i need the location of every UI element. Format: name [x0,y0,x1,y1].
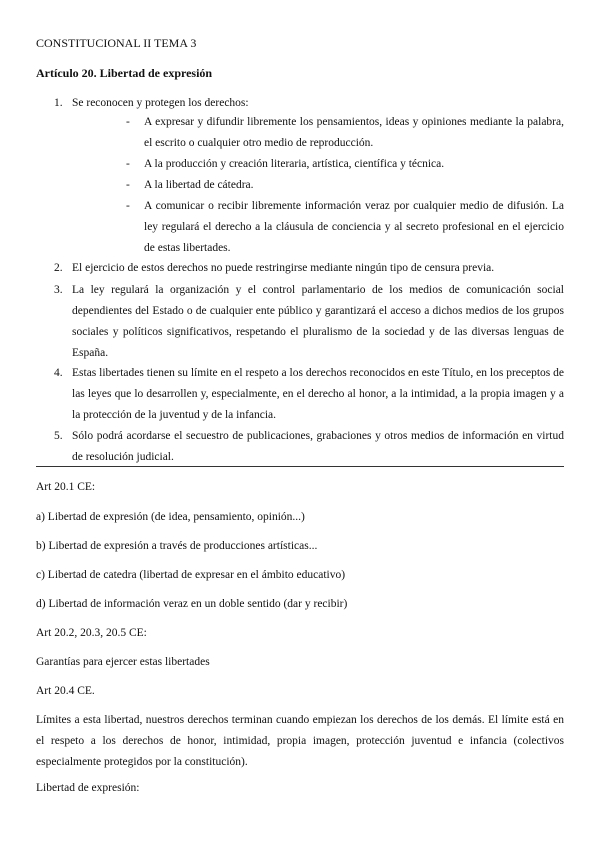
sub-item-3 [126,175,564,196]
list-item-5 [54,426,564,468]
note-item-c: c) Libertad de catedra (libertad de expresar en el ámbito educativo) [36,569,346,581]
list-item-4 [54,363,564,426]
note-item-d: d) Libertad de información veraz en un doble sentido (dar y recibir) [36,598,348,610]
list-item-number: 2. [54,262,63,274]
article-title: Artículo 20. Libertad de expresión [36,66,213,80]
note-freedom-heading: Libertad de expresión: [36,782,140,794]
note-art-20-1: Art 20.1 CE: [36,481,96,493]
sub-item-text: A la libertad de cátedra. [144,179,254,191]
list-item-number: 3. [54,284,63,296]
list-item-1 [54,93,564,114]
list-item-text: El ejercicio de estos derechos no puede restringirse mediante ningún tipo de censura previa. [72,262,495,274]
bullet-dash: - [126,158,130,170]
sub-item-1 [126,112,564,154]
list-item-text: Se reconocen y protegen los derechos: [72,97,249,109]
sub-item-4 [126,196,564,259]
note-item-b: b) Libertad de expresión a través de producciones artísticas... [36,540,318,552]
bullet-dash: - [126,116,130,128]
sub-item-text: A la producción y creación literaria, artística, científica y técnica. [144,158,445,170]
sub-item-text: A expresar y difundir libremente los pensamientos, ideas y opiniones mediante la palabra, el escrito o cualquier otro medio de reproducción. [144,116,564,149]
note-limits-paragraph: Límites a esta libertad, nuestros derechos terminan cuando empiezan los derechos de los demás. El límite está en el respeto a los derechos de honor, intimidad, propia imagen, protección juventud e infancia (colectivos especialmente protegidos por la constitución). [36,714,564,768]
list-item-text: La ley regulará la organización y el control parlamentario de los medios de comunicación social dependientes del Estado o de cualquier ente público y garantizará el acceso a dichos medios de los grupos sociales y políticos significativos, respetando el pluralismo de la sociedad y de las diversas lenguas de España. [72,284,564,359]
bullet-dash: - [126,179,130,191]
list-item-number: 4. [54,367,63,379]
note-guarantees: Garantías para ejercer estas libertades [36,656,210,668]
list-item-3 [54,280,564,364]
bullet-dash: - [126,200,130,212]
list-item-number: 5. [54,430,63,442]
note-art-20-2-3-5: Art 20.2, 20.3, 20.5 CE: [36,627,147,639]
note-art-20-4: Art 20.4 CE. [36,685,95,697]
sub-item-2 [126,154,564,175]
document-header: CONSTITUCIONAL II TEMA 3 [36,36,197,50]
horizontal-rule [36,466,564,467]
list-item-2 [54,258,564,279]
list-item-text: Sólo podrá acordarse el secuestro de publicaciones, grabaciones y otros medios de información en virtud de resolución judicial. [72,430,564,463]
note-item-a: a) Libertad de expresión (de idea, pensamiento, opinión...) [36,511,305,523]
list-item-number: 1. [54,97,63,109]
sub-item-text: A comunicar o recibir libremente información veraz por cualquier medio de difusión. La ley regulará el derecho a la cláusula de conciencia y al secreto profesional en el ejercicio de estas libertades. [144,200,564,254]
list-item-text: Estas libertades tienen su límite en el respeto a los derechos reconocidos en este Título, en los preceptos de las leyes que lo desarrollen y, especialmente, en el derecho al honor, a la intimidad, a la propia imagen y a la protección de la juventud y de la infancia. [72,367,564,421]
